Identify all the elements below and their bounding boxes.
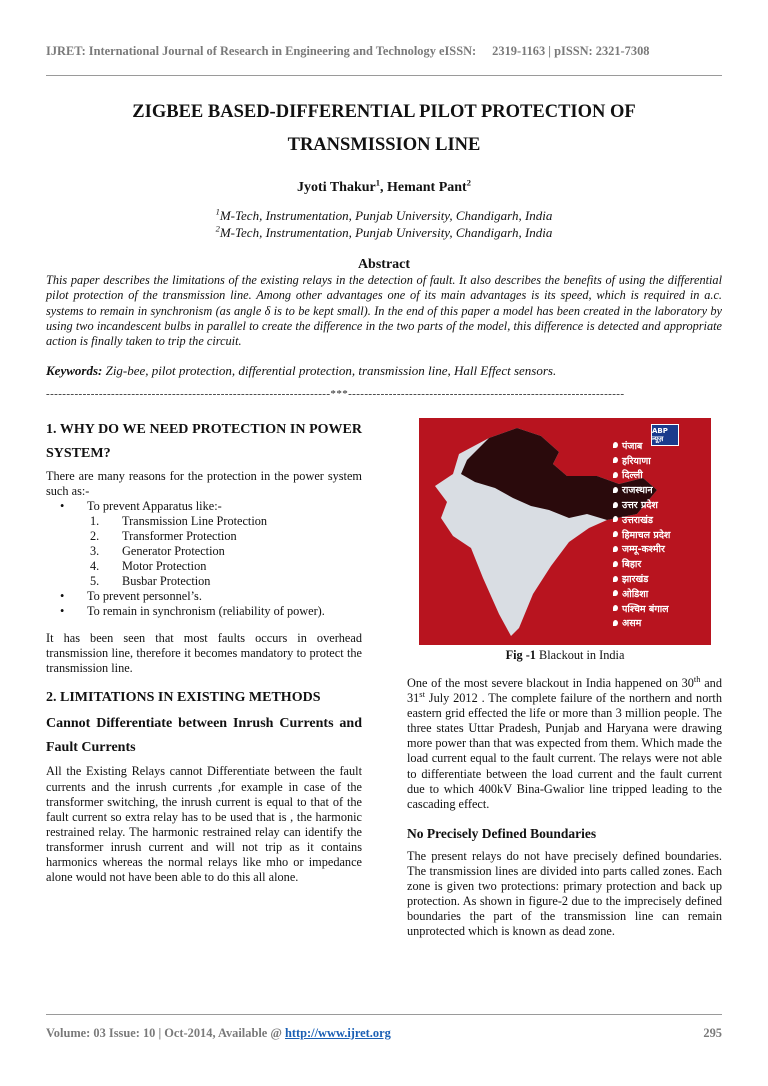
page-number: 295	[703, 1026, 722, 1040]
list-item-text: Generator Protection	[122, 544, 225, 559]
map-pin-icon	[613, 546, 618, 552]
list-number: 1.	[90, 514, 100, 529]
affiliation-2-sup: 2	[215, 223, 220, 234]
affiliation-1-sup: 1	[215, 206, 220, 217]
footer-volume-text: Volume: 03 Issue: 10 | Oct-2014, Available @	[46, 1026, 286, 1040]
map-pin-icon	[613, 457, 618, 463]
state-name: जम्मू-कश्मीर	[622, 544, 665, 556]
keywords-text: Zig-bee, pilot protection, differential protection, transmission line, Hall Effect sensors.	[102, 363, 557, 378]
channel-logo: ABP न्यूज़	[651, 424, 679, 446]
state-item	[613, 586, 670, 601]
state-name: बिहार	[622, 559, 642, 571]
map-pin-icon	[613, 605, 618, 611]
footer-rule	[46, 1014, 722, 1015]
list-item-text: Busbar Protection	[122, 574, 211, 589]
affiliation-1	[46, 208, 722, 224]
state-item	[613, 542, 670, 557]
map-pin-icon	[613, 442, 618, 448]
map-pin-icon	[613, 561, 618, 567]
state-list	[613, 438, 670, 630]
state-name: असम	[622, 618, 642, 630]
header-rule	[46, 75, 722, 76]
footer-volume	[46, 1026, 391, 1041]
state-item	[613, 482, 670, 497]
section-1-list	[46, 499, 362, 619]
state-name: उत्तराखंड	[622, 514, 653, 526]
state-name: उत्तर प्रदेश	[622, 500, 658, 512]
state-name: झारखंड	[622, 574, 649, 586]
abstract-heading: Abstract	[357, 257, 411, 272]
journal-link[interactable]: http://www.ijret.org	[285, 1026, 391, 1040]
list-item	[46, 514, 362, 529]
state-item	[613, 527, 670, 542]
state-name: ओडिशा	[622, 588, 649, 600]
section-2-paragraph: All the Existing Relays cannot Differentiate between the fault currents and the inrush currents ,for example in case of the transformer switching, the inrush current is equal to that of the fault current so extra relay has to be used that is , the harmonic restrained relay. The harmonic restrained relay can identify the transformer inrush current and will not trip as it contains harmonics whereas the normal relays like mho or impedance alone would not have been able to do this all alone.	[46, 764, 362, 885]
abstract-text: This paper describes the limitations of the existing relays in the detection of fault. It also describes the benefits of using the differential pilot protection of the transmission line. Among other advantages one of its main advantages is its speed, which is required in a.c. systems to remain in synchronism (as angle δ is to be kept small). In the end of this paper a model has been created in the laboratory by using two incandescent bulbs in parallel to create the difference in the two parts of the model, this difference is detected and appropriate action is finally taken to trip the circuit.	[46, 273, 722, 349]
list-item	[46, 529, 362, 544]
bullet-icon: •	[60, 604, 65, 619]
state-item	[613, 556, 670, 571]
figure-caption-text: Blackout in India	[535, 648, 625, 662]
state-item	[613, 438, 670, 453]
paragraph-text: July 2012 . The complete failure of the northern and north eastern grid effected the life or more than 3 million people. The three states Uttar Pradesh, Punjab and Haryana were drawing more power than that was expected from them. Which made the load current equal to the fault current. The relays were not able to differentiate between the load current and the fault current due to which 400kV Bina-Gwalior line tripped leading to the cascading effect.	[407, 691, 722, 811]
section-2-heading: 2. LIMITATIONS IN EXISTING METHODS	[46, 690, 321, 706]
journal-name: IJRET: International Journal of Research in Engineering and Technology eISSN:	[46, 44, 477, 58]
left-column	[46, 418, 362, 885]
state-item	[613, 497, 670, 512]
keywords	[46, 363, 722, 379]
authors	[46, 177, 722, 196]
section-separator: ----------------------------------------------------------------------***--------------------------------------------------------------------	[46, 388, 625, 400]
journal-header	[46, 44, 722, 59]
map-pin-icon	[613, 620, 618, 626]
list-item	[46, 604, 362, 619]
title-line-1: ZIGBEE BASED-DIFFERENTIAL PILOT PROTECTION OF	[132, 102, 636, 122]
title-line-2: TRANSMISSION LINE	[287, 135, 481, 155]
author-1: Jyoti Thakur	[297, 180, 376, 195]
list-number: 4.	[90, 559, 100, 574]
list-item-text: Transmission Line Protection	[122, 514, 268, 529]
state-name: दिल्ली	[622, 470, 643, 482]
boundaries-paragraph: The present relays do not have precisely defined boundaries. The transmission lines are divided into parts called zones. Each zone is given two protections: primary protection and back up protection. As shown in figure-2 due to the imprecisely defined boundaries the part of the transmission line can remain unprotected which is known as dead zone.	[407, 848, 722, 939]
state-name: पश्चिम बंगाल	[622, 603, 669, 615]
state-name: राजस्थान	[622, 485, 653, 497]
list-number: 3.	[90, 544, 100, 559]
list-item-text: To remain in synchronism (reliability of power).	[87, 604, 325, 619]
figure-caption	[419, 648, 711, 663]
list-number: 5.	[90, 574, 100, 589]
map-pin-icon	[613, 531, 618, 537]
list-item-text: To prevent Apparatus like:-	[87, 499, 222, 514]
ordinal-sup: st	[419, 689, 425, 699]
keywords-label: Keywords:	[46, 363, 103, 378]
author-separator: ,	[380, 180, 387, 195]
author-2: Hemant Pant	[387, 180, 467, 195]
state-name: पंजाब	[622, 440, 643, 452]
state-item	[613, 512, 670, 527]
state-item	[613, 571, 670, 586]
state-item	[613, 468, 670, 483]
list-item-text: To prevent personnel’s.	[87, 589, 202, 604]
list-item	[46, 559, 362, 574]
paragraph-text: and 31	[407, 676, 722, 706]
map-pin-icon	[613, 472, 618, 478]
paper-title	[46, 96, 722, 162]
list-number: 2.	[90, 529, 100, 544]
blackout-map-figure	[419, 418, 711, 645]
boundaries-heading: No Precisely Defined Boundaries	[407, 825, 597, 841]
page-footer	[46, 1026, 722, 1041]
map-pin-icon	[613, 502, 618, 508]
journal-issn: 2319-1163 | pISSN: 2321-7308	[492, 44, 650, 58]
bullet-icon: •	[60, 589, 65, 604]
map-pin-icon	[613, 590, 618, 596]
affiliation-2	[46, 225, 722, 241]
list-item-text: Motor Protection	[122, 559, 207, 574]
section-1-paragraph: It has been seen that most faults occurs in overhead transmission line, therefore it becomes mandatory to protect the transmission line.	[46, 631, 362, 676]
map-pin-icon	[613, 487, 618, 493]
list-item	[46, 574, 362, 589]
state-name: हरियाणा	[622, 455, 651, 467]
state-item	[613, 601, 670, 616]
map-pin-icon	[613, 516, 618, 522]
section-1-heading: 1. WHY DO WE NEED PROTECTION IN POWER SYSTEM?	[46, 422, 362, 461]
section-1-intro: There are many reasons for the protection in the power system such as:-	[46, 469, 362, 499]
author-1-sup: 1	[375, 177, 380, 188]
figure-caption-label: Fig -1	[505, 648, 536, 662]
map-pin-icon	[613, 576, 618, 582]
list-item	[46, 544, 362, 559]
list-item-text: Transformer Protection	[122, 529, 237, 544]
state-item	[613, 453, 670, 468]
section-2-subheading: Cannot Differentiate between Inrush Currents and Fault Currents	[46, 716, 362, 756]
affiliation-2-text: M-Tech, Instrumentation, Punjab University, Chandigarh, India	[219, 225, 553, 240]
author-2-sup: 2	[466, 177, 471, 188]
bullet-icon: •	[60, 499, 65, 514]
list-item	[46, 589, 362, 604]
paragraph-text: One of the most severe blackout in India happened on 30	[407, 676, 694, 690]
list-item	[46, 499, 362, 514]
state-item	[613, 616, 670, 631]
ordinal-sup: th	[693, 673, 701, 684]
affiliation-1-text: M-Tech, Instrumentation, Punjab University, Chandigarh, India	[219, 208, 553, 223]
state-name: हिमाचल प्रदेश	[622, 529, 671, 541]
blackout-paragraph	[407, 673, 722, 812]
right-column	[407, 673, 722, 939]
